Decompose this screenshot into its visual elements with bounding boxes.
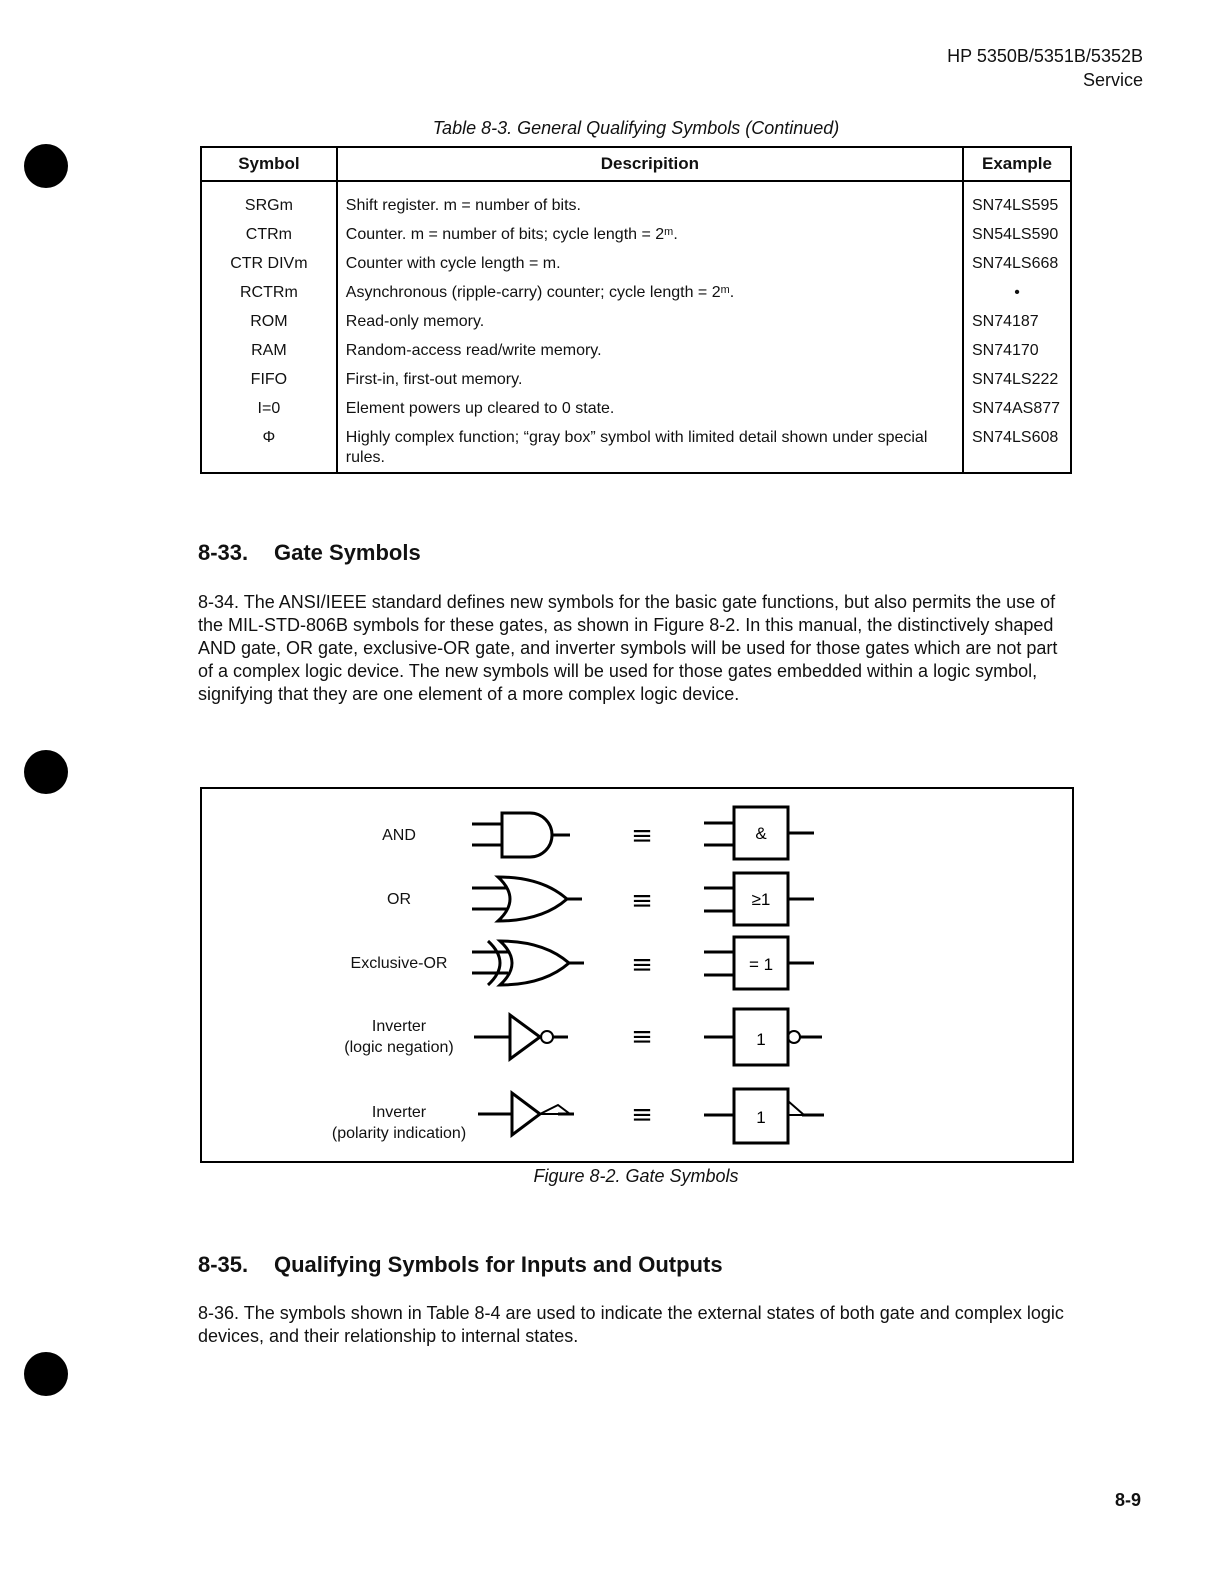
cell-symbol: Φ xyxy=(201,428,337,473)
inverter-polarity-gate-icon xyxy=(478,1093,574,1135)
gate-label-text: Exclusive-OR xyxy=(350,955,448,972)
cell-description: Highly complex function; “gray box” symbol with limited detail shown under special rules. xyxy=(337,428,963,473)
and-gate-icon xyxy=(472,813,570,857)
gate-label-text: AND xyxy=(382,827,416,844)
binder-hole-middle xyxy=(24,750,68,794)
gate-label-text: Inverter xyxy=(371,1104,427,1121)
header-symbol: Symbol xyxy=(201,147,337,181)
cell-example: SN74187 xyxy=(963,312,1071,341)
cell-description: Asynchronous (ripple-carry) counter; cycle length = 2ᵐ. xyxy=(337,283,963,312)
cell-description: Counter with cycle length = m. xyxy=(337,254,963,283)
table-row xyxy=(201,370,1071,399)
manual-model: HP 5350B/5351B/5352B xyxy=(947,46,1143,66)
gate-label-text: Inverter xyxy=(371,1018,427,1035)
gate-symbols-figure xyxy=(200,787,1074,1163)
ieee-box-label: & xyxy=(755,824,767,843)
manual-section: Service xyxy=(1082,70,1143,90)
ieee-box-label: 1 xyxy=(756,1108,766,1127)
cell-example: • xyxy=(963,283,1071,312)
ieee-box-label: 1 xyxy=(756,1030,766,1049)
equivalent-symbol: ≡ xyxy=(631,1022,653,1052)
equivalent-symbol: ≡ xyxy=(631,821,653,851)
inverter-negation-gate-icon xyxy=(474,1015,568,1059)
table-row xyxy=(201,341,1071,370)
section-title: Qualifying Symbols for Inputs and Outputs xyxy=(274,1252,723,1277)
cell-example: SN74LS222 xyxy=(963,370,1071,399)
section-title: Gate Symbols xyxy=(274,540,421,565)
table-row xyxy=(201,283,1071,312)
cell-description: Shift register. m = number of bits. xyxy=(337,196,963,225)
equivalent-symbol: ≡ xyxy=(631,950,653,980)
table-caption: Table 8-3. General Qualifying Symbols (Continued) xyxy=(432,118,840,138)
table-row xyxy=(201,225,1071,254)
cell-example: SN74LS608 xyxy=(963,428,1071,473)
table-row xyxy=(201,196,1071,225)
section-heading-8-35 xyxy=(198,1252,723,1278)
cell-example: SN74AS877 xyxy=(963,399,1071,428)
table-row xyxy=(201,399,1071,428)
gate-drawings xyxy=(202,789,1072,1161)
cell-example: SN74LS668 xyxy=(963,254,1071,283)
table-row xyxy=(201,254,1071,283)
xor-gate-icon xyxy=(472,941,584,985)
cell-symbol: SRGm xyxy=(201,196,337,225)
cell-description: Counter. m = number of bits; cycle length = 2ᵐ. xyxy=(337,225,963,254)
qualifying-symbols-table xyxy=(200,146,1072,474)
table-row xyxy=(201,312,1071,341)
paragraph-8-34: 8-34. The ANSI/IEEE standard defines new symbols for the basic gate functions, but also permits the use of the MIL-STD-806B symbols for these gates, as shown in Figure 8-2. In this manual, the distinctively shaped AND gate, OR gate, exclusive-OR gate, and inverter symbols will be used for those gates which are not part of a complex logic device. The new symbols will be used for those gates embedded within a logic symbol, signifying that they are one element of a more complex logic device. xyxy=(198,592,1058,704)
header-example: Example xyxy=(963,147,1071,181)
cell-symbol: FIFO xyxy=(201,370,337,399)
or-gate-icon xyxy=(472,877,582,921)
cell-description: Read-only memory. xyxy=(337,312,963,341)
cell-description: First-in, first-out memory. xyxy=(337,370,963,399)
cell-example: SN74LS595 xyxy=(963,196,1071,225)
binder-hole-bottom xyxy=(24,1352,68,1396)
paragraph-8-36: 8-36. The symbols shown in Table 8-4 are used to indicate the external states of both gate and complex logic devices, and their relationship to internal states. xyxy=(198,1303,1064,1346)
ieee-box-label: = 1 xyxy=(748,955,774,974)
binder-hole-top xyxy=(24,144,68,188)
cell-description: Element powers up cleared to 0 state. xyxy=(337,399,963,428)
header-description: Descripition xyxy=(337,147,963,181)
cell-symbol: I=0 xyxy=(201,399,337,428)
cell-example: SN54LS590 xyxy=(963,225,1071,254)
ieee-box-label: ≥1 xyxy=(751,890,771,909)
table-spacer-row xyxy=(201,181,1071,196)
gate-label-text: OR xyxy=(387,891,411,908)
cell-symbol: ROM xyxy=(201,312,337,341)
page-header xyxy=(947,44,1143,92)
page-number: 8-9 xyxy=(1114,1490,1141,1510)
cell-symbol: RAM xyxy=(201,341,337,370)
cell-description: Random-access read/write memory. xyxy=(337,341,963,370)
equivalent-symbol: ≡ xyxy=(631,1100,653,1130)
gate-label-text: (polarity indication) xyxy=(331,1125,467,1142)
equivalent-symbol: ≡ xyxy=(631,886,653,916)
cell-example: SN74170 xyxy=(963,341,1071,370)
table-row xyxy=(201,428,1071,473)
cell-symbol: RCTRm xyxy=(201,283,337,312)
cell-symbol: CTR DIVm xyxy=(201,254,337,283)
section-number: 8-33. xyxy=(198,540,249,565)
section-heading-8-33 xyxy=(198,540,421,566)
section-number: 8-35. xyxy=(198,1252,249,1277)
gate-label-text: (logic negation) xyxy=(344,1039,454,1056)
cell-symbol: CTRm xyxy=(201,225,337,254)
table-header-row xyxy=(201,147,1071,181)
figure-caption: Figure 8-2. Gate Symbols xyxy=(533,1166,739,1186)
